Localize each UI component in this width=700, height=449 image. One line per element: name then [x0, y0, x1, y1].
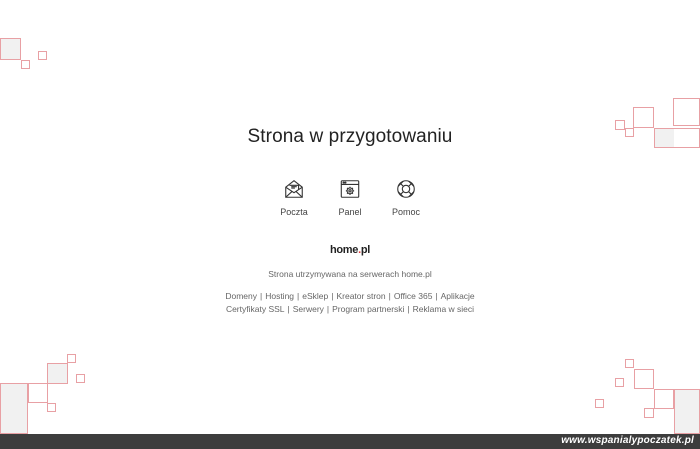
logo-dot: .: [358, 244, 361, 256]
links-row-2: [0, 304, 700, 314]
panel-icon: [339, 178, 361, 200]
link-serwery[interactable]: Serwery: [292, 304, 324, 314]
separator: |: [259, 291, 263, 301]
service-poczta[interactable]: [266, 178, 322, 217]
mail-icon: [283, 178, 305, 200]
service-panel[interactable]: [322, 178, 378, 217]
lifebuoy-icon: [395, 178, 417, 200]
separator: |: [407, 304, 410, 314]
links-row-1: [0, 291, 700, 301]
service-links: [266, 178, 434, 217]
hosted-note: Strona utrzymywana na serwerach home.pl: [268, 269, 432, 279]
link-office-365[interactable]: Office 365: [393, 291, 433, 301]
link-hosting[interactable]: Hosting: [265, 291, 295, 301]
page-title: Strona w przygotowaniu: [247, 126, 453, 147]
link-program-partnerski[interactable]: Program partnerski: [332, 304, 405, 314]
brand-logo[interactable]: [0, 244, 700, 256]
separator: |: [297, 291, 300, 301]
link-kreator-stron[interactable]: Kreator stron: [336, 291, 386, 301]
separator: |: [435, 291, 438, 301]
service-label: Panel: [338, 207, 362, 217]
service-pomoc[interactable]: [378, 178, 434, 217]
service-label: Poczta: [280, 207, 308, 217]
separator: |: [331, 291, 334, 301]
link-aplikacje[interactable]: Aplikacje: [440, 291, 475, 301]
logo-main: home: [329, 244, 359, 256]
separator: |: [388, 291, 391, 301]
link-domeny[interactable]: Domeny: [225, 291, 257, 301]
logo-tld: pl: [360, 244, 371, 256]
link-reklama-w-sieci[interactable]: Reklama w sieci: [412, 304, 475, 314]
footer-bar: [0, 434, 700, 449]
footer-site-url: www.wspanialypoczatek.pl: [561, 435, 694, 446]
link-certyfikaty-ssl[interactable]: Certyfikaty SSL: [225, 304, 285, 314]
link-esklep[interactable]: eSklep: [302, 291, 329, 301]
separator: |: [287, 304, 290, 314]
service-label: Pomoc: [391, 207, 420, 217]
separator: |: [326, 304, 330, 314]
